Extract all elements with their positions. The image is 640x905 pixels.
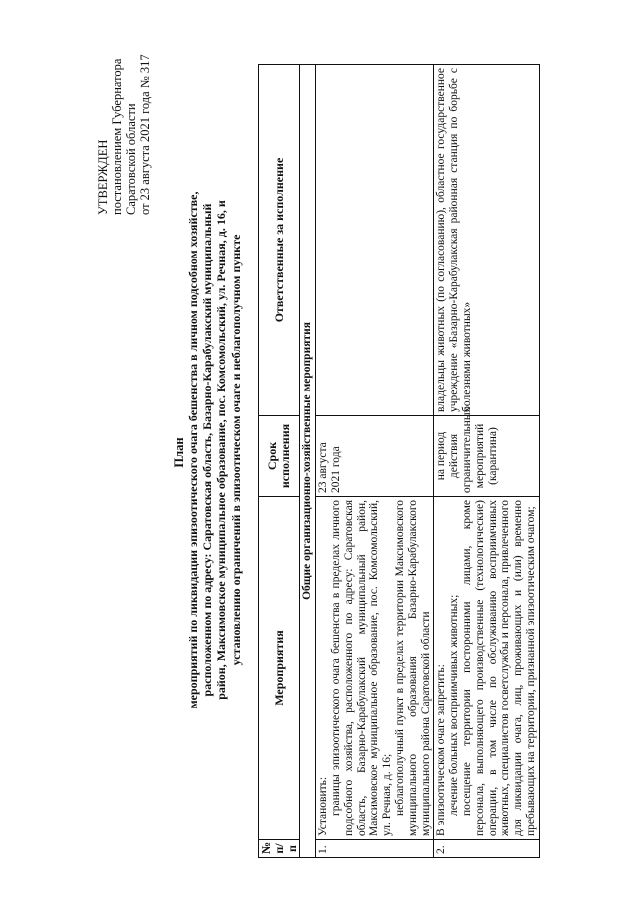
row-term: 23 августа 2021 года [316,416,434,497]
activity-body-2: неблагополучный пункт в пределах территории Максимовского муниципального образования Базарно-Карабулакского муниципального района Саратовской области [393,500,432,836]
row-num: 1. [316,840,434,858]
table-header-row [259,65,300,858]
row-num: 2. [434,840,539,858]
row-activity [434,497,539,840]
approval-line-3: Саратовской области [124,103,138,215]
header-responsible: Ответственные за исполнение [259,65,300,416]
row-activity [316,497,434,840]
approval-line-4: от 23 августа 2021 года № 317 [138,54,152,215]
row-responsible: владельцы животных (по согласованию), областное государственное учреждение «Базарно-Карабулакская районная станция по борьбе с болезнями животных» [434,65,539,416]
plan-table [258,64,540,858]
section-title: Общие организационно-хозяйственные мероприятия [300,65,316,858]
approval-line-1: УТВЕРЖДЕН [96,139,110,215]
plan-title: План [172,437,186,468]
activity-lead: Установить: [317,776,330,836]
plan-subtitle: мероприятий по ликвидации эпизоотического очага бешенства в личном подсобном хозяйстве, расположенном по адресу: Саратовская область, Базарно-Карабулакский муниципальный район, Максимовское муниципальное образование, пос. Комсомольский, ул. Речная, д. 16, и установлению ограничений в эпизоотическом очаге и неблагополучном пункте [186,191,243,709]
header-num: № п/п [259,840,300,858]
header-activity: Мероприятия [259,497,300,840]
row-responsible [316,65,434,416]
approval-stamp [96,15,152,215]
approval-line-2: постановлением Губернатора [110,58,124,215]
header-term: Срок исполнения [259,416,300,497]
activity-body-2: посещение территории посторонними лицами, кроме персонала, выполняющего производственные (технологические) операции, в том числе по обслуживанию восприимчивых животных, специалистов госветслужбы и персонала, привлеченного для ликвидации очага, лиц, проживающих и (или) временно пребывающих на территории, признанной эпизоотическим очагом; [460,500,537,836]
activity-body: лечение больных восприимчивых животных; [448,594,461,816]
activity-lead: В эпизоотическом очаге запретить: [435,664,448,836]
section-row [300,65,316,858]
table-row [434,65,539,858]
table-row [316,65,434,858]
row-term: на период действия ограничительных мероприятий (карантина) [434,416,539,497]
activity-body: границы эпизоотического очага бешенства в пределах личного подсобного хозяйства, расположенного по адресу: Саратовская область, Базарно-Карабулакский муниципальный район, Максимовское муниципальное образование, пос. Комсомольский, ул. Речная, д. 16; [329,500,394,836]
